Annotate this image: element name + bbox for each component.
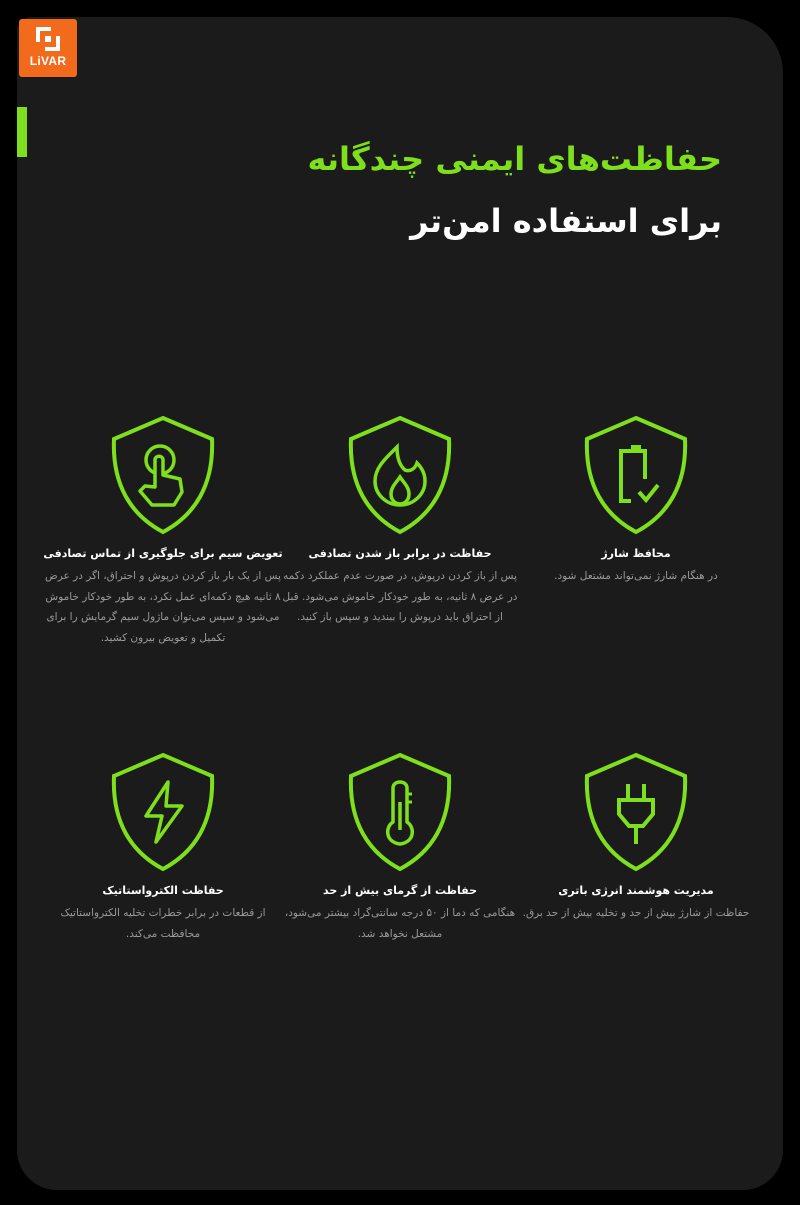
feature-description: پس از یک بار باز کردن درپوش و احتراق، اگر در عرض ۸ ثانیه هیچ دکمه‌ای عمل نکرد، به طور خودکار خاموش می‌شود و سپس می‌توان ماژول سیم گرمایش را برای تکمیل و تعویض بیرون کشید. (45, 570, 281, 644)
feature-title: تعویض سیم برای جلوگیری از تماس تصادفی (43, 547, 283, 560)
feature-description: هنگامی که دما از ۵۰ درجه سانتی‌گراد بیشتر می‌شود، مشتعل نخواهد شد. (284, 907, 516, 940)
feature-accidental-open (280, 415, 520, 628)
shield-plug-icon (583, 752, 689, 872)
livar-logo (19, 19, 77, 77)
feature-description: پس از باز کردن درپوش، در صورت عدم عملکرد دکمه در عرض ۸ ثانیه، به طور خودکار خاموش می‌شود. قبل از احتراق باید درپوش را ببندید و سپس باز کنید. (282, 570, 518, 623)
feature-title: مدیریت هوشمند انرژی باتری (558, 884, 714, 897)
feature-title: محافظ شارژ (601, 547, 671, 560)
shield-touch-icon (110, 415, 216, 535)
feature-title: حفاظت در برابر باز شدن تصادفی (308, 547, 492, 560)
feature-title: حفاظت از گرمای بیش از حد (322, 884, 478, 897)
shield-thermometer-icon (347, 752, 453, 872)
shield-flame-icon (347, 415, 453, 535)
feature-overheat-protection (280, 752, 520, 944)
page-subtitle: برای استفاده امن‌تر (410, 202, 722, 240)
livar-logo-icon (35, 26, 61, 52)
feature-description: از قطعات در برابر خطرات تخلیه الکترواستاتیک محافظت می‌کند. (60, 907, 266, 940)
feature-charge-protection (516, 415, 756, 587)
shield-battery-check-icon (583, 415, 689, 535)
feature-title: حفاظت الکترواستاتیک (102, 884, 224, 897)
feature-battery-management (516, 752, 756, 924)
shield-lightning-icon (110, 752, 216, 872)
feature-electrostatic-protection (43, 752, 283, 944)
page-title: حفاظت‌های ایمنی چندگانه (307, 140, 722, 178)
feature-description: حفاظت از شارژ بیش از حد و تخلیه بیش از حد برق. (522, 907, 750, 919)
feature-wire-replacement (43, 415, 283, 648)
feature-description: در هنگام شارژ نمی‌تواند مشتعل شود. (554, 570, 718, 582)
accent-bar (17, 107, 27, 157)
logo-text: LiVAR (29, 54, 67, 68)
